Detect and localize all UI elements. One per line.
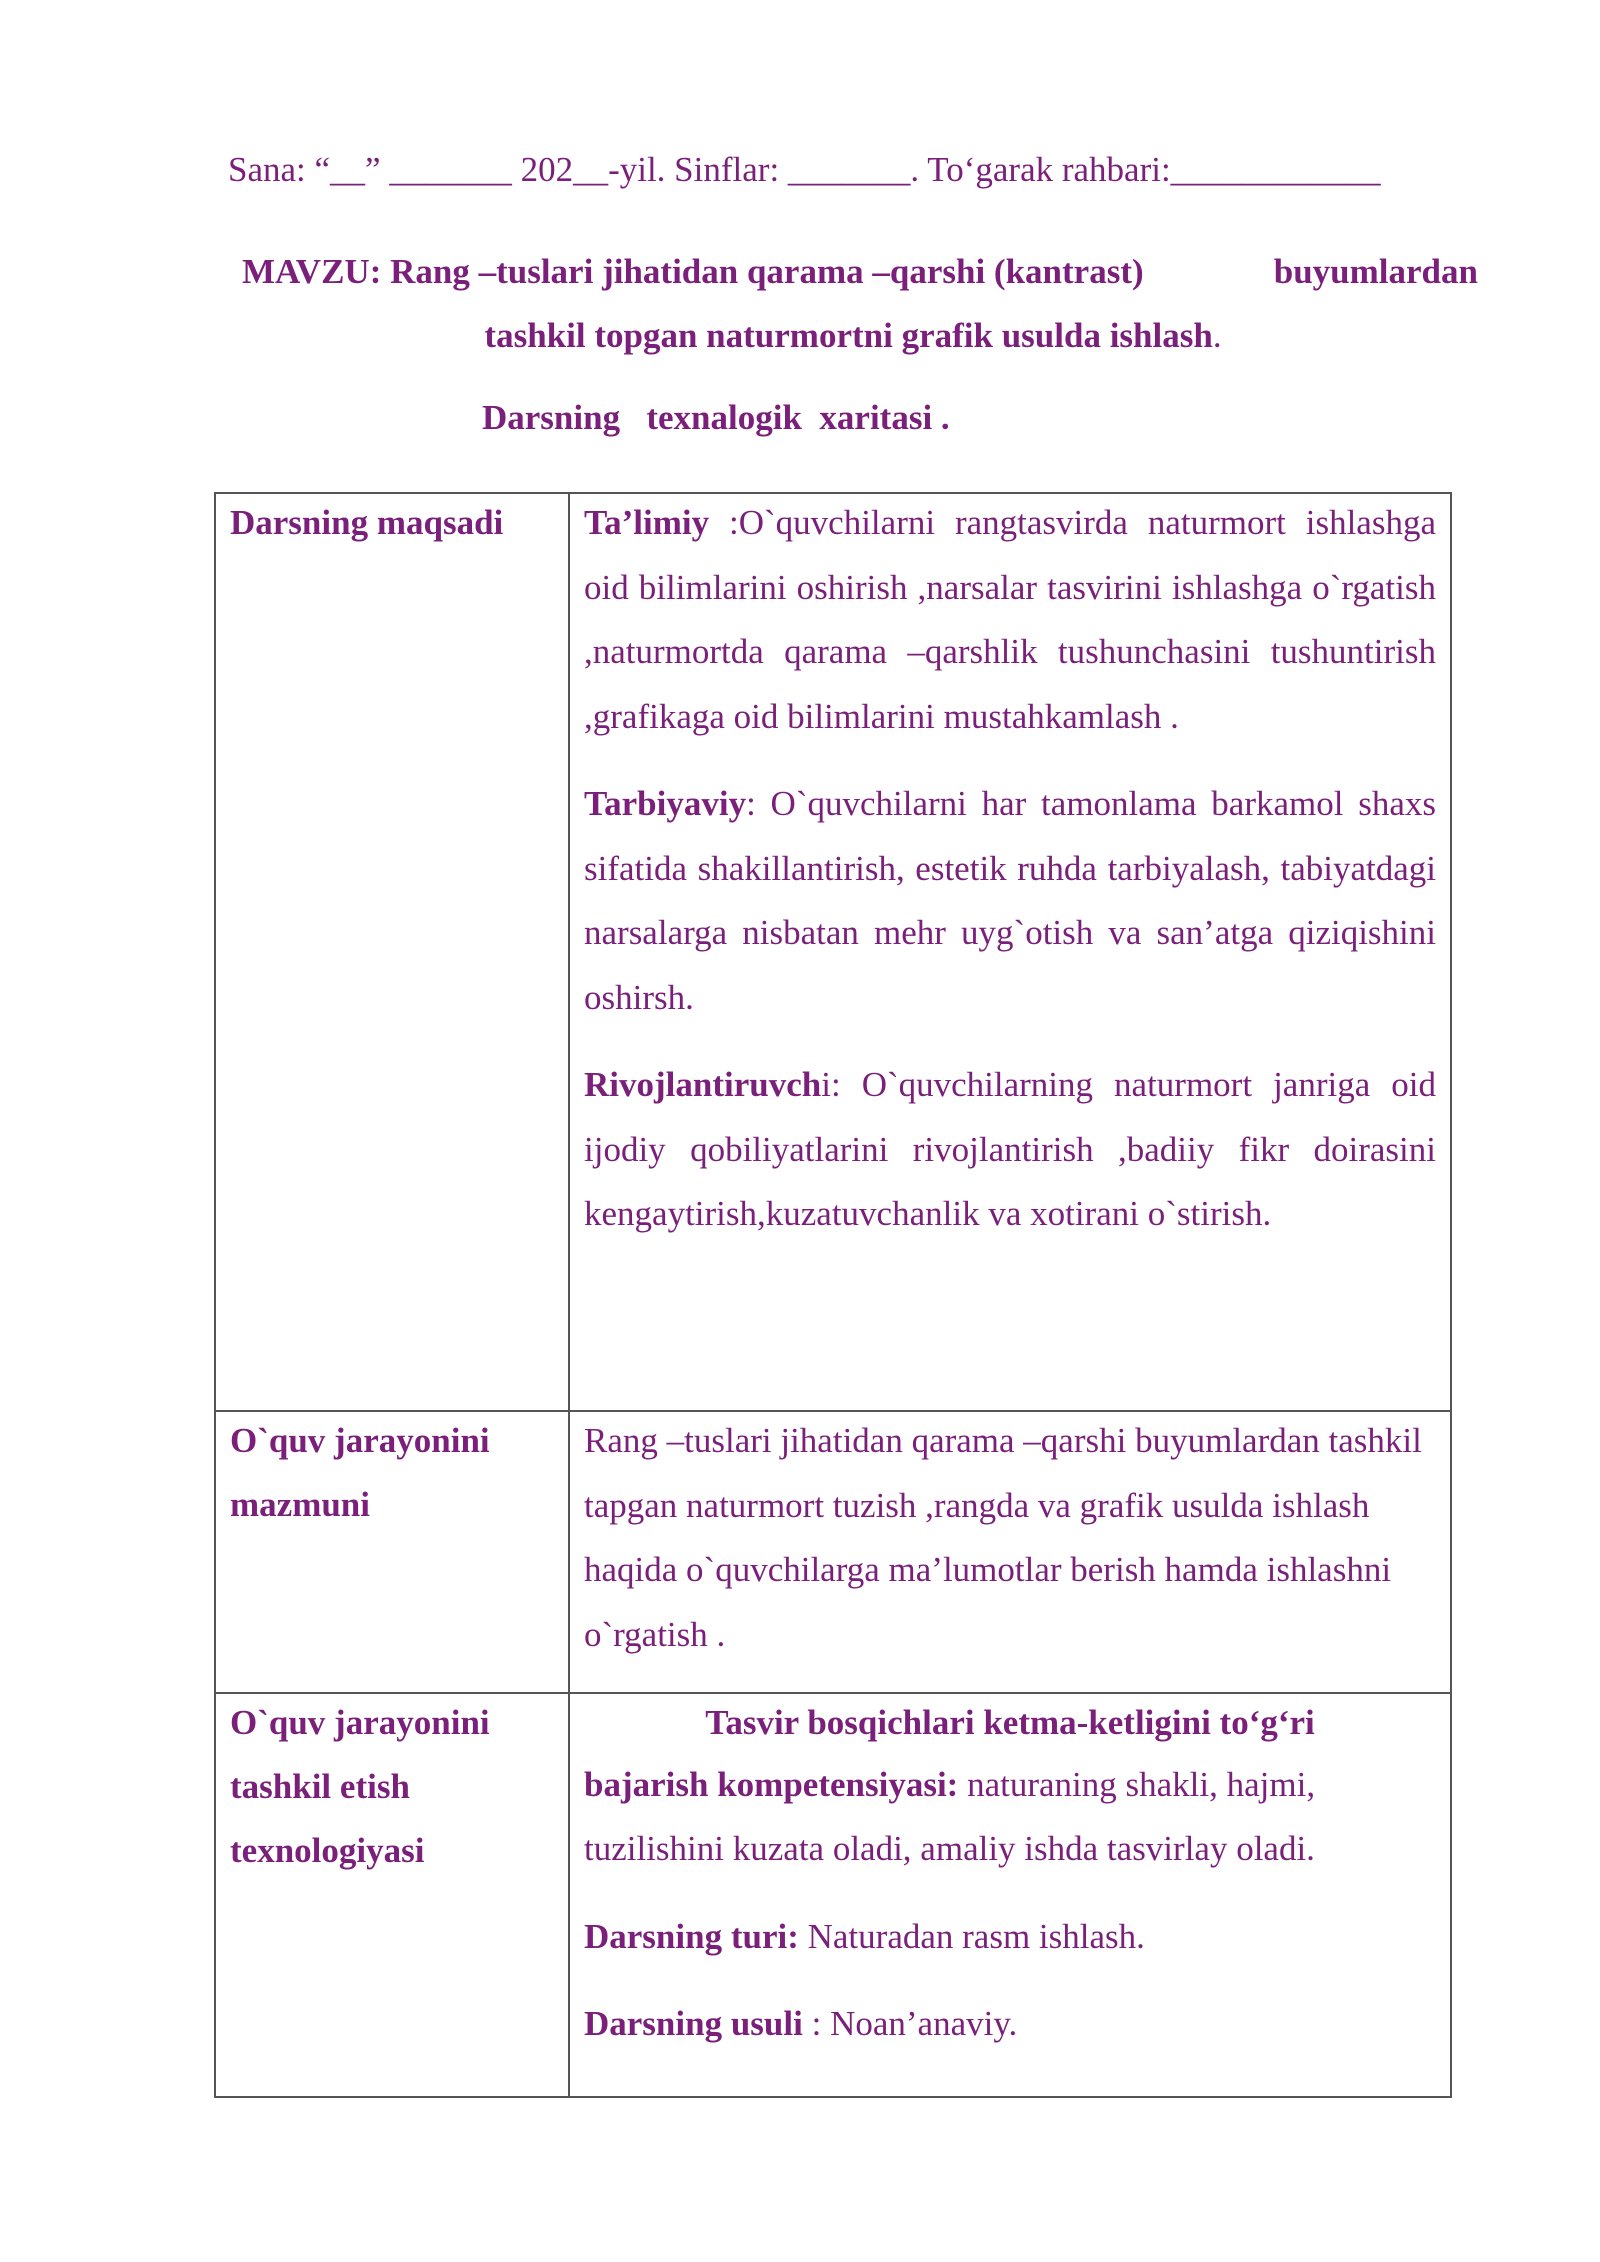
upbringing-goal-label: Tarbiyaviy <box>584 784 747 823</box>
row-label-cell <box>215 493 569 1411</box>
row-content-cell <box>569 1411 1451 1693</box>
competence-paragraph <box>570 1753 1450 1882</box>
topic-title-part2: buyumlardan <box>1273 252 1478 291</box>
header-date-line: Sana: “__” _______ 202__-yil. Sinflar: _______. To‘garak rahbari:____________ <box>228 150 1381 189</box>
row-label-cell <box>215 1411 569 1693</box>
educational-goal-text: :O`quvchilarni rangtasvirda naturmort ishlashga oid bilimlarini oshirish ,narsalar tasvirini ishlashga o`rgatish ,naturmortda qarama –qarshlik tushunchasini tushuntirish ,grafikaga oid bilimlarini mustahkamlash . <box>584 503 1436 736</box>
competence-heading: Tasvir bosqichlari ketma-ketligini to‘g‘ri <box>705 1703 1315 1742</box>
lesson-plan-table <box>214 492 1452 2098</box>
content-label: O`quv jarayonini mazmuni <box>230 1421 490 1524</box>
lesson-type-text: Naturadan rasm ishlash. <box>798 1916 1145 1956</box>
row-content-cell <box>569 1693 1451 2097</box>
lesson-goal-label: Darsning maqsadi <box>230 503 504 542</box>
educational-goal-label: Ta’limiy <box>584 503 710 542</box>
topic-title-period: . <box>1212 316 1222 355</box>
table-row <box>215 1693 1451 2097</box>
upbringing-goal-text: : O`quvchilarni har tamonlama barkamol shaxs sifatida shakillantirish, estetik ruhda tarbiyalash, tabiyatdagi narsalarga nisbatan mehr uyg`otish va san’atga qiziqishini oshirsh. <box>584 784 1436 1017</box>
topic-title-line2-text: tashkil topgan naturmortni grafik usulda ishlash <box>484 316 1213 355</box>
topic-title-line1 <box>228 240 1478 304</box>
topic-title-line2 <box>228 304 1478 368</box>
lesson-type-label: Darsning turi: <box>584 1916 799 1956</box>
topic-title-part1: MAVZU: Rang –tuslari jihatidan qarama –qarshi (kantrast) <box>242 252 1144 291</box>
educational-goal-paragraph <box>570 491 1450 749</box>
competence-label: bajarish kompetensiyasi: <box>584 1764 959 1804</box>
lesson-method-paragraph <box>570 1992 1450 2057</box>
developmental-goal-paragraph <box>570 1053 1450 1247</box>
content-paragraph: Rang –tuslari jihatidan qarama –qarshi buyumlardan tashkil tapgan naturmort tuzish ,rangda va grafik usulda ishlash haqida o`quvchilarga ma’lumotlar berish hamda ishlashni o`rgatish . <box>584 1421 1422 1654</box>
table-row <box>215 493 1451 1411</box>
upbringing-goal-paragraph <box>570 772 1450 1030</box>
lesson-method-label: Darsning usuli <box>584 2004 803 2043</box>
row-content-cell <box>569 493 1451 1411</box>
competence-text: naturaning shakli, hajmi, tuzilishini kuzata oladi, amaliy ishda tasvirlay oladi. <box>584 1764 1316 1868</box>
lesson-method-text: : Noan’anaviy. <box>802 2004 1018 2043</box>
organization-technology-label: O`quv jarayonini tashkil etish texnologiyasi <box>230 1703 490 1870</box>
developmental-goal-text: i: O`quvchilarning naturmort janriga oid ijodiy qobiliyatlarini rivojlantirish ,badiiy fikr doirasini kengaytirish,kuzatuvchanlik va xotirani o`stirish. <box>584 1065 1436 1233</box>
technology-map-heading: Darsning texnalogik xaritasi . <box>482 398 950 437</box>
lesson-type-paragraph <box>570 1905 1450 1970</box>
table-row <box>215 1411 1451 1693</box>
row-label-cell <box>215 1693 569 2097</box>
developmental-goal-label: Rivojlantiruvch <box>584 1065 822 1104</box>
